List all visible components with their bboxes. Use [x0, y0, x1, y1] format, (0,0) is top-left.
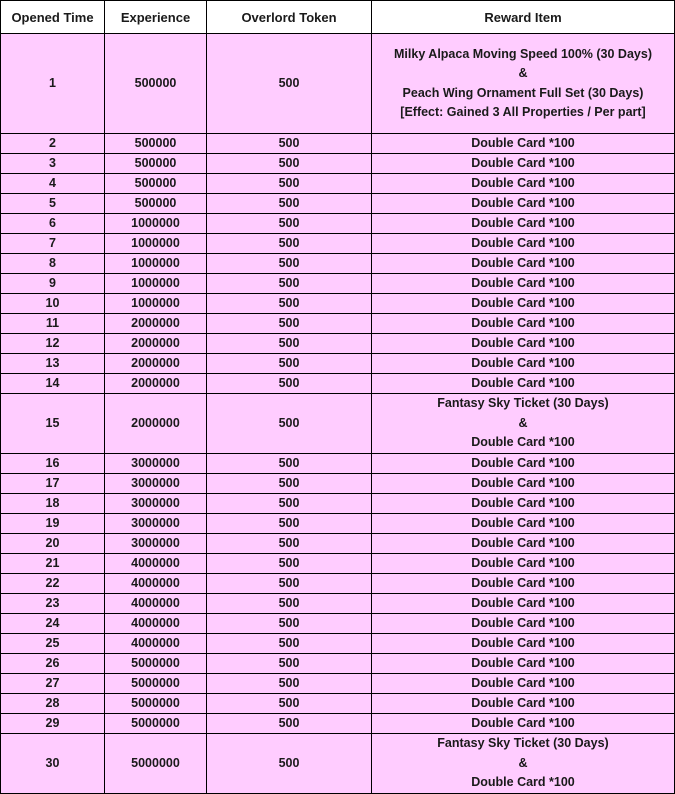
reward-item-cell: [372, 614, 675, 634]
table-row: [1, 394, 675, 454]
opened-time-cell: 30: [1, 734, 105, 794]
table-row: [1, 534, 675, 554]
header-row: [1, 1, 675, 34]
opened-time-cell: 13: [1, 354, 105, 374]
experience-cell: 4000000: [105, 554, 207, 574]
table-row: [1, 494, 675, 514]
opened-time-cell: 9: [1, 274, 105, 294]
reward-line: Double Card *100: [471, 296, 575, 310]
reward-line: Double Card *100: [471, 676, 575, 690]
reward-item-cell: [372, 634, 675, 654]
table-row: [1, 294, 675, 314]
experience-cell: 2000000: [105, 374, 207, 394]
opened-time-cell: 26: [1, 654, 105, 674]
opened-time-cell: 11: [1, 314, 105, 334]
table-row: [1, 314, 675, 334]
reward-line: Double Card *100: [471, 775, 575, 790]
reward-item-cell: [372, 174, 675, 194]
experience-cell: 3000000: [105, 454, 207, 474]
header-opened-time: Opened Time: [1, 1, 105, 34]
table-row: [1, 714, 675, 734]
experience-cell: 4000000: [105, 634, 207, 654]
experience-cell: 500000: [105, 154, 207, 174]
reward-item-cell: [372, 594, 675, 614]
overlord-token-cell: 500: [207, 454, 372, 474]
table-row: [1, 174, 675, 194]
experience-cell: 2000000: [105, 394, 207, 454]
overlord-token-cell: 500: [207, 234, 372, 254]
opened-time-cell: 1: [1, 34, 105, 134]
reward-line: Double Card *100: [471, 556, 575, 570]
opened-time-cell: 7: [1, 234, 105, 254]
overlord-token-cell: 500: [207, 34, 372, 134]
reward-item-cell: [372, 674, 675, 694]
overlord-token-cell: 500: [207, 734, 372, 794]
table-row: [1, 334, 675, 354]
reward-line: Double Card *100: [471, 596, 575, 610]
reward-line: Double Card *100: [471, 156, 575, 170]
opened-time-cell: 24: [1, 614, 105, 634]
reward-item-cell: [372, 574, 675, 594]
reward-item-cell: [372, 474, 675, 494]
table-row: [1, 634, 675, 654]
reward-item-cell: [372, 34, 675, 134]
reward-line: Double Card *100: [471, 716, 575, 730]
reward-line: Peach Wing Ornament Full Set (30 Days): [402, 85, 644, 100]
reward-item-cell: [372, 354, 675, 374]
overlord-token-cell: 500: [207, 134, 372, 154]
table-row: [1, 34, 675, 134]
experience-cell: 2000000: [105, 354, 207, 374]
opened-time-cell: 18: [1, 494, 105, 514]
reward-line: Double Card *100: [471, 656, 575, 670]
reward-line: Fantasy Sky Ticket (30 Days): [437, 736, 609, 751]
overlord-token-cell: 500: [207, 494, 372, 514]
reward-item-cell: [372, 454, 675, 474]
opened-time-cell: 25: [1, 634, 105, 654]
overlord-token-cell: 500: [207, 214, 372, 234]
opened-time-cell: 3: [1, 154, 105, 174]
reward-item-cell: [372, 714, 675, 734]
reward-line: Double Card *100: [471, 616, 575, 630]
reward-line: Double Card *100: [471, 336, 575, 350]
reward-line: Double Card *100: [471, 176, 575, 190]
reward-line: Double Card *100: [471, 256, 575, 270]
reward-line: Double Card *100: [471, 236, 575, 250]
overlord-token-cell: 500: [207, 674, 372, 694]
experience-cell: 500000: [105, 134, 207, 154]
overlord-token-cell: 500: [207, 714, 372, 734]
overlord-token-cell: 500: [207, 354, 372, 374]
reward-item-cell: [372, 694, 675, 714]
experience-cell: 4000000: [105, 574, 207, 594]
table-row: [1, 454, 675, 474]
reward-line: Double Card *100: [471, 456, 575, 470]
reward-line: Double Card *100: [471, 636, 575, 650]
opened-time-cell: 23: [1, 594, 105, 614]
experience-cell: 5000000: [105, 714, 207, 734]
reward-line: Double Card *100: [471, 435, 575, 450]
reward-line: &: [518, 755, 528, 770]
opened-time-cell: 6: [1, 214, 105, 234]
overlord-token-cell: 500: [207, 274, 372, 294]
opened-time-cell: 4: [1, 174, 105, 194]
reward-item-cell: [372, 734, 675, 794]
experience-cell: 500000: [105, 34, 207, 134]
overlord-token-cell: 500: [207, 254, 372, 274]
table-row: [1, 694, 675, 714]
reward-rows: [1, 34, 675, 794]
reward-line: Double Card *100: [471, 316, 575, 330]
opened-time-cell: 29: [1, 714, 105, 734]
table-row: [1, 554, 675, 574]
overlord-token-cell: 500: [207, 194, 372, 214]
experience-cell: 2000000: [105, 334, 207, 354]
reward-item-cell: [372, 294, 675, 314]
reward-line: Double Card *100: [471, 536, 575, 550]
experience-cell: 2000000: [105, 314, 207, 334]
overlord-token-cell: 500: [207, 614, 372, 634]
overlord-token-cell: 500: [207, 314, 372, 334]
reward-line: &: [518, 66, 528, 80]
reward-item-cell: [372, 554, 675, 574]
table-row: [1, 734, 675, 794]
overlord-token-cell: 500: [207, 154, 372, 174]
reward-item-cell: [372, 194, 675, 214]
table-row: [1, 654, 675, 674]
reward-line: Fantasy Sky Ticket (30 Days): [437, 396, 609, 411]
opened-time-cell: 5: [1, 194, 105, 214]
experience-cell: 500000: [105, 194, 207, 214]
opened-time-cell: 12: [1, 334, 105, 354]
header-overlord-token: Overlord Token: [207, 1, 372, 34]
opened-time-cell: 27: [1, 674, 105, 694]
opened-time-cell: 22: [1, 574, 105, 594]
header-experience: Experience: [105, 1, 207, 34]
reward-item-cell: [372, 334, 675, 354]
experience-cell: 1000000: [105, 274, 207, 294]
table-row: [1, 514, 675, 534]
opened-time-cell: 16: [1, 454, 105, 474]
experience-cell: 4000000: [105, 614, 207, 634]
overlord-token-cell: 500: [207, 594, 372, 614]
overlord-token-cell: 500: [207, 634, 372, 654]
reward-line: Double Card *100: [471, 356, 575, 370]
table-row: [1, 214, 675, 234]
reward-item-cell: [372, 274, 675, 294]
table-row: [1, 574, 675, 594]
reward-line: Double Card *100: [471, 376, 575, 390]
reward-line: Double Card *100: [471, 516, 575, 530]
opened-time-cell: 15: [1, 394, 105, 454]
table-row: [1, 234, 675, 254]
experience-cell: 5000000: [105, 734, 207, 794]
reward-line: [Effect: Gained 3 All Properties / Per part]: [400, 105, 646, 119]
opened-time-cell: 8: [1, 254, 105, 274]
overlord-token-cell: 500: [207, 574, 372, 594]
reward-item-cell: [372, 654, 675, 674]
opened-time-cell: 19: [1, 514, 105, 534]
opened-time-cell: 20: [1, 534, 105, 554]
experience-cell: 1000000: [105, 254, 207, 274]
opened-time-cell: 28: [1, 694, 105, 714]
opened-time-cell: 10: [1, 294, 105, 314]
reward-line: Milky Alpaca Moving Speed 100% (30 Days): [394, 46, 652, 61]
reward-item-cell: [372, 134, 675, 154]
overlord-token-cell: 500: [207, 554, 372, 574]
opened-time-cell: 17: [1, 474, 105, 494]
experience-cell: 3000000: [105, 514, 207, 534]
overlord-token-cell: 500: [207, 394, 372, 454]
overlord-token-cell: 500: [207, 374, 372, 394]
reward-item-cell: [372, 254, 675, 274]
reward-item-cell: [372, 214, 675, 234]
experience-cell: 4000000: [105, 594, 207, 614]
table-row: [1, 674, 675, 694]
reward-item-cell: [372, 394, 675, 454]
reward-item-cell: [372, 494, 675, 514]
reward-item-cell: [372, 374, 675, 394]
overlord-token-cell: 500: [207, 694, 372, 714]
experience-cell: 1000000: [105, 294, 207, 314]
reward-line: Double Card *100: [471, 276, 575, 290]
opened-time-cell: 14: [1, 374, 105, 394]
overlord-token-cell: 500: [207, 174, 372, 194]
header-reward-item: Reward Item: [372, 1, 675, 34]
reward-item-cell: [372, 154, 675, 174]
table-row: [1, 474, 675, 494]
experience-cell: 1000000: [105, 234, 207, 254]
table-row: [1, 354, 675, 374]
overlord-token-cell: 500: [207, 334, 372, 354]
reward-item-cell: [372, 314, 675, 334]
table-row: [1, 614, 675, 634]
opened-time-cell: 21: [1, 554, 105, 574]
table-row: [1, 274, 675, 294]
experience-cell: 500000: [105, 174, 207, 194]
experience-cell: 3000000: [105, 494, 207, 514]
reward-item-cell: [372, 234, 675, 254]
reward-line: Double Card *100: [471, 496, 575, 510]
overlord-token-cell: 500: [207, 514, 372, 534]
experience-cell: 5000000: [105, 674, 207, 694]
table-row: [1, 254, 675, 274]
overlord-token-cell: 500: [207, 534, 372, 554]
experience-cell: 5000000: [105, 694, 207, 714]
experience-cell: 3000000: [105, 474, 207, 494]
overlord-token-cell: 500: [207, 294, 372, 314]
reward-line: Double Card *100: [471, 576, 575, 590]
experience-cell: 1000000: [105, 214, 207, 234]
overlord-token-cell: 500: [207, 474, 372, 494]
reward-line: Double Card *100: [471, 216, 575, 230]
opened-time-cell: 2: [1, 134, 105, 154]
table-row: [1, 154, 675, 174]
table-row: [1, 374, 675, 394]
table-row: [1, 194, 675, 214]
experience-cell: 3000000: [105, 534, 207, 554]
table-row: [1, 134, 675, 154]
reward-line: Double Card *100: [471, 196, 575, 210]
overlord-token-cell: 500: [207, 654, 372, 674]
reward-line: Double Card *100: [471, 476, 575, 490]
reward-line: Double Card *100: [471, 696, 575, 710]
experience-cell: 5000000: [105, 654, 207, 674]
table-row: [1, 594, 675, 614]
reward-item-cell: [372, 514, 675, 534]
reward-line: Double Card *100: [471, 136, 575, 150]
reward-item-cell: [372, 534, 675, 554]
reward-line: &: [518, 415, 528, 430]
